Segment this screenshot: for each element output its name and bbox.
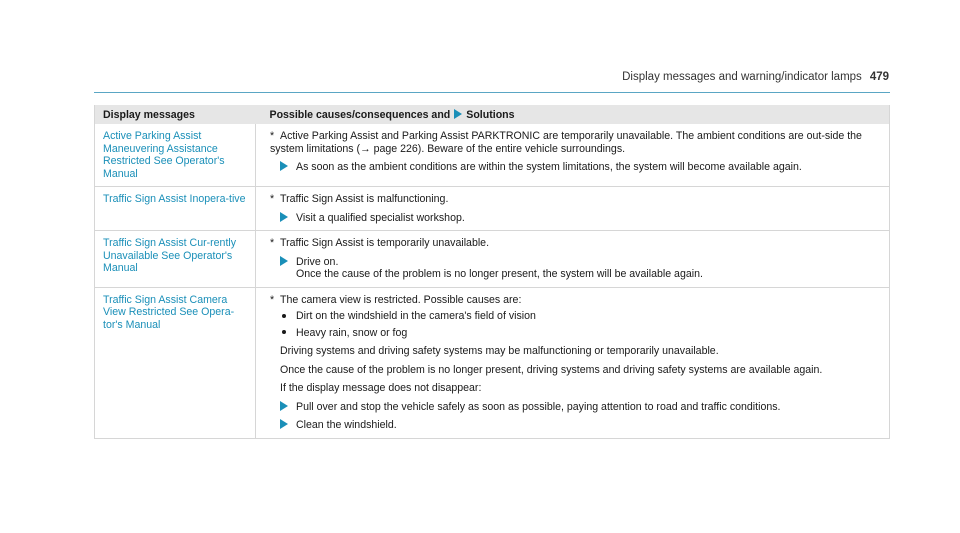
bullet-icon (282, 330, 286, 334)
solution-cell (256, 124, 890, 187)
solution-cell (256, 287, 890, 438)
action-step: As soon as the ambient conditions are within the system limitations, the system will become available again. (280, 161, 883, 174)
bullet-icon (282, 314, 286, 318)
message-cell: Traffic Sign Assist Camera View Restricted See Opera-tor's Manual (95, 287, 256, 438)
col-header-causes: Possible causes/consequences and (269, 108, 451, 121)
display-messages-table (94, 105, 890, 439)
table-row (95, 187, 890, 231)
paragraph: Driving systems and driving safety systems may be malfunctioning or temporarily unavailable. (280, 345, 719, 357)
arrow-icon (280, 401, 288, 411)
running-head (622, 71, 889, 83)
message-cell: Traffic Sign Assist Inopera-tive (95, 187, 256, 231)
message-cell: Active Parking Assist Maneuvering Assistance Restricted See Operator's Manual (95, 124, 256, 187)
table-row (95, 287, 890, 438)
arrow-icon (280, 212, 288, 222)
table-row (95, 231, 890, 288)
table-header-row (95, 105, 890, 124)
col-header-causes-solutions (256, 105, 890, 124)
paragraph: Once the cause of the problem is no longer present, driving systems and driving safety systems are available again. (280, 363, 823, 376)
action-step: Visit a qualified specialist workshop. (280, 212, 883, 225)
header-rule (94, 92, 890, 93)
bullet-item: Dirt on the windshield in the camera's field of vision (280, 310, 883, 323)
action-step: Clean the windshield. (280, 419, 883, 432)
running-head-title: Display messages and warning/indicator lamps (622, 71, 862, 83)
paragraph: If the display message does not disappear: (280, 382, 482, 394)
arrow-icon (454, 109, 462, 119)
action-step: Pull over and stop the vehicle safely as soon as possible, paying attention to road and traffic conditions. (280, 401, 883, 414)
table-row (95, 124, 890, 187)
cause-text: * The camera view is restricted. Possible causes are: (270, 293, 522, 306)
cause-text: * Traffic Sign Assist is malfunctioning. (270, 193, 449, 205)
arrow-icon (280, 256, 288, 266)
action-step-continuation: Once the cause of the problem is no longer present, the system will be available again. (296, 268, 703, 280)
arrow-icon (280, 419, 288, 429)
cause-text: * Active Parking Assist and Parking Assist PARKTRONIC are temporarily unavailable. The ambient conditions are out-side the system limitations (→ page 226). Beware of the entire vehicle surroundings. (270, 130, 862, 155)
solution-cell (256, 187, 890, 231)
page-number: 479 (869, 71, 889, 83)
solution-cell (256, 231, 890, 288)
col-header-solutions: Solutions (466, 108, 515, 121)
col-header-display-messages: Display messages (95, 105, 256, 124)
message-cell: Traffic Sign Assist Cur-rently Unavailable See Operator's Manual (95, 231, 256, 288)
action-step: Drive on. Once the cause of the problem is no longer present, the system will be available again. (280, 256, 883, 281)
cause-text: * Traffic Sign Assist is temporarily unavailable. (270, 237, 490, 249)
arrow-icon (280, 161, 288, 171)
bullet-item: Heavy rain, snow or fog (280, 327, 883, 340)
